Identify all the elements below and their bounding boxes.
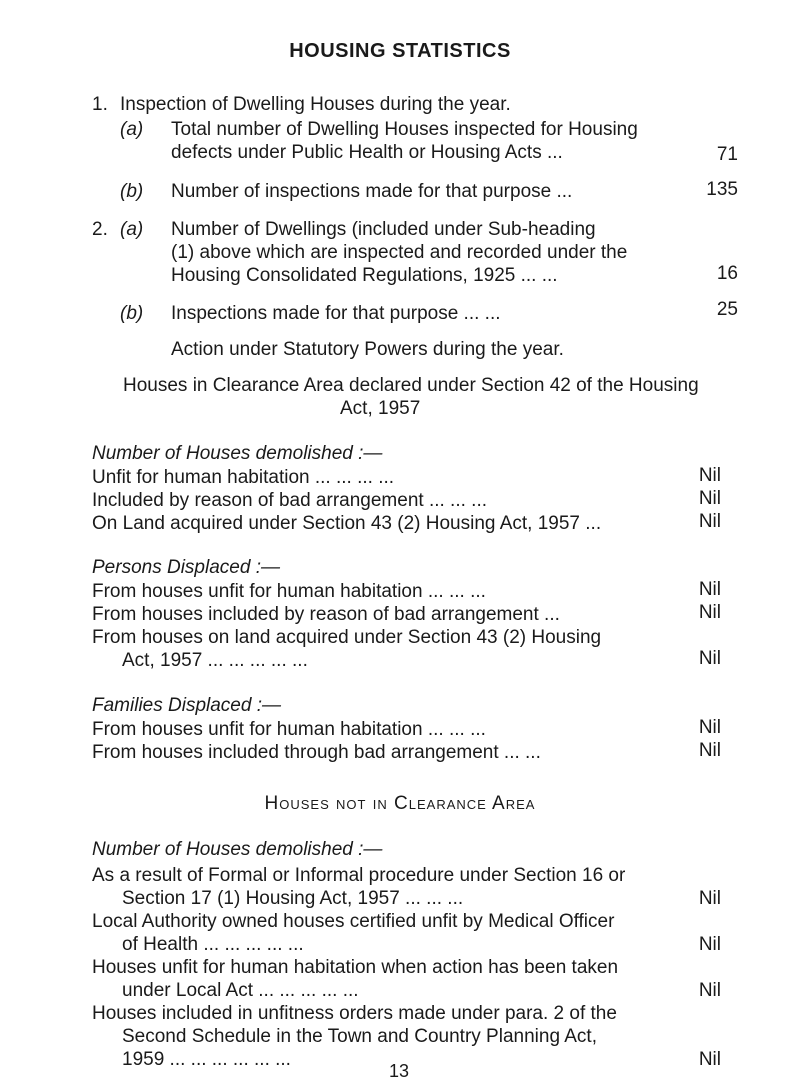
section-1b-value: 135 xyxy=(706,179,738,200)
section-1a-line2: defects under Public Health or Housing Acts ... xyxy=(171,142,563,163)
action-heading: Action under Statutory Powers during the year. xyxy=(171,339,564,360)
not-clearance-row-2-value: Nil xyxy=(698,934,721,955)
demolished-row-3-value: Nil xyxy=(698,511,721,532)
not-clearance-row-4-line1: Houses included in unfitness orders made under para. 2 of the xyxy=(92,1003,617,1024)
demolished-row-1-value: Nil xyxy=(698,465,721,486)
demolished-row-1: Unfit for human habitation ... ... ... ... xyxy=(92,467,395,488)
section-2-number: 2. xyxy=(92,219,108,240)
families-row-2-value: Nil xyxy=(698,740,721,761)
section-1b-label: (b) xyxy=(120,181,144,202)
section-1a-value: 71 xyxy=(716,144,738,165)
persons-row-1: From houses unfit for human habitation ... ... ... xyxy=(92,581,486,602)
not-clearance-row-3-line2: under Local Act ... ... ... ... ... xyxy=(122,980,359,1001)
page-title: HOUSING STATISTICS xyxy=(289,40,511,62)
persons-row-3-value: Nil xyxy=(698,648,721,669)
persons-row-3-line2: Act, 1957 ... ... ... ... ... xyxy=(122,650,308,671)
section-1b-line1: Number of inspections made for that purpose ... xyxy=(171,181,573,202)
not-clearance-row-3-line1: Houses unfit for human habitation when action has been taken xyxy=(92,957,619,978)
section-2a-line3: Housing Consolidated Regulations, 1925 ... ... xyxy=(171,265,558,286)
families-row-1: From houses unfit for human habitation ... ... ... xyxy=(92,719,486,740)
demolished-row-2-value: Nil xyxy=(698,488,721,509)
not-clearance-row-1-line2: Section 17 (1) Housing Act, 1957 ... ... ... xyxy=(122,888,464,909)
families-heading: Families Displaced :— xyxy=(92,695,281,716)
not-clearance-subheading: Number of Houses demolished :— xyxy=(92,839,383,860)
not-clearance-row-4-value: Nil xyxy=(698,1049,721,1070)
persons-heading: Persons Displaced :— xyxy=(92,557,280,578)
page-number: 13 xyxy=(389,1061,410,1081)
section-1-heading: Inspection of Dwelling Houses during the year. xyxy=(120,94,511,115)
persons-row-2: From houses included by reason of bad arrangement ... xyxy=(92,604,560,625)
families-row-2: From houses included through bad arrangement ... ... xyxy=(92,742,541,763)
section-2b-line1: Inspections made for that purpose ... ... xyxy=(171,303,501,324)
demolished-row-2: Included by reason of bad arrangement ... ... ... xyxy=(92,490,488,511)
persons-row-3-line1: From houses on land acquired under Section 43 (2) Housing xyxy=(92,627,602,648)
clearance-heading-line1: Houses in Clearance Area declared under Section 42 of the Housing xyxy=(123,375,699,396)
not-clearance-row-3-value: Nil xyxy=(698,980,721,1001)
section-2b-value: 25 xyxy=(716,299,738,320)
families-row-1-value: Nil xyxy=(698,717,721,738)
section-2a-label: (a) xyxy=(120,219,144,240)
demolished-row-3: On Land acquired under Section 43 (2) Housing Act, 1957 ... xyxy=(92,513,602,534)
section-2a-line1: Number of Dwellings (included under Sub-heading xyxy=(171,219,596,240)
not-clearance-row-1-line1: As a result of Formal or Informal procedure under Section 16 or xyxy=(92,865,626,886)
not-clearance-heading: Houses not in Clearance Area xyxy=(264,793,536,814)
section-2a-line2: (1) above which are inspected and recorded under the xyxy=(171,242,628,263)
persons-row-2-value: Nil xyxy=(698,602,721,623)
clearance-heading-line2: Act, 1957 xyxy=(340,398,421,419)
not-clearance-row-2-line1: Local Authority owned houses certified unfit by Medical Officer xyxy=(92,911,615,932)
not-clearance-row-2-line2: of Health ... ... ... ... ... xyxy=(122,934,304,955)
not-clearance-row-4-line2: Second Schedule in the Town and Country Planning Act, xyxy=(122,1026,597,1047)
section-2b-label: (b) xyxy=(120,303,144,324)
not-clearance-row-1-value: Nil xyxy=(698,888,721,909)
section-1a-line1: Total number of Dwelling Houses inspected for Housing xyxy=(171,119,638,140)
persons-row-1-value: Nil xyxy=(698,579,721,600)
not-clearance-row-4-line3: 1959 ... ... ... ... ... ... xyxy=(122,1049,291,1070)
demolished-heading: Number of Houses demolished :— xyxy=(92,443,383,464)
section-1-number: 1. xyxy=(92,94,108,115)
section-1a-label: (a) xyxy=(120,119,144,140)
section-2a-value: 16 xyxy=(716,263,738,284)
